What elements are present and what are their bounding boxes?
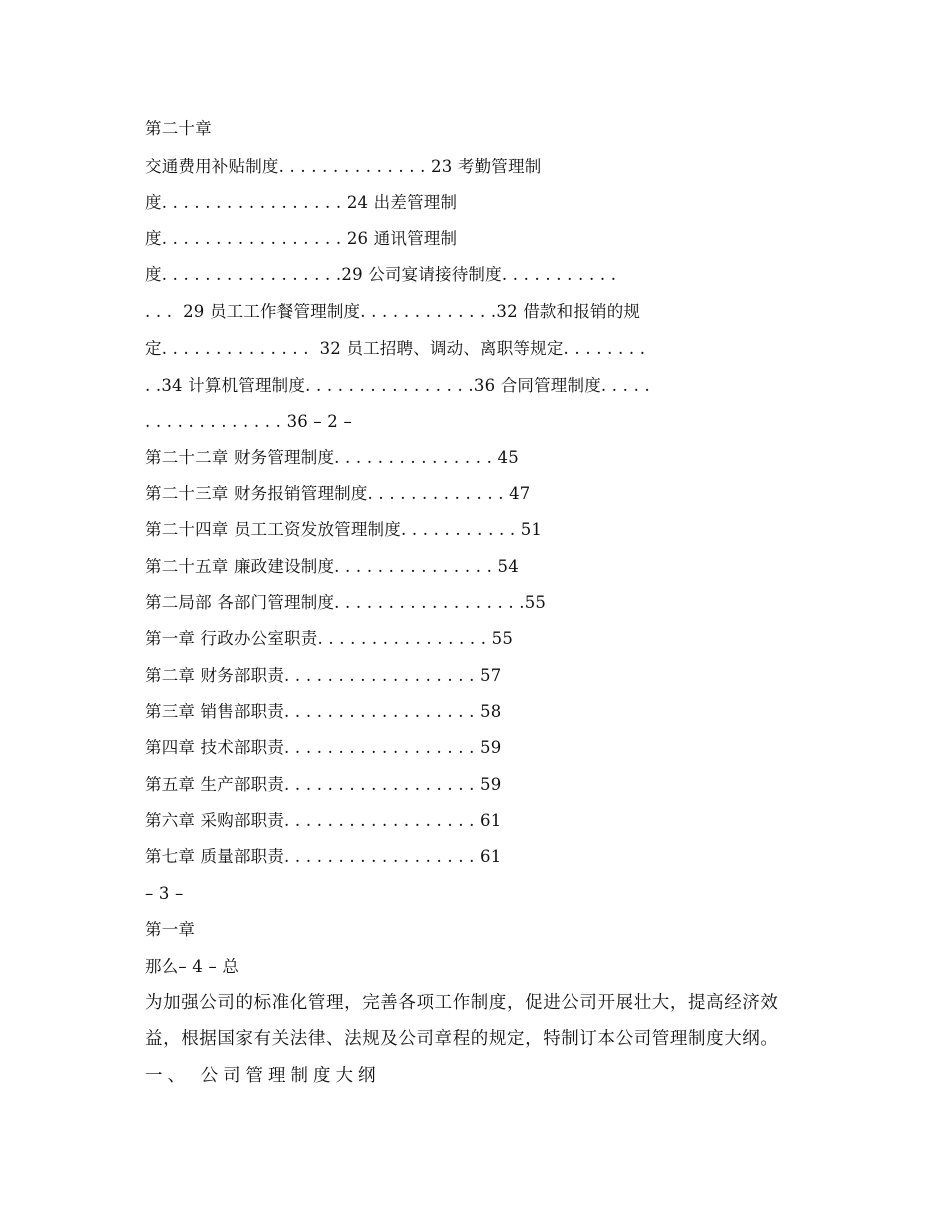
toc-line-production-dept: 第五章 生产部职责. . . . . . . . . . . . . . . . . . 59 (145, 775, 502, 794)
toc-line-finance-dept: 第二章 财务部职责. . . . . . . . . . . . . . . . . . 57 (145, 666, 502, 685)
toc-line-chapter-23: 第二十三章 财务报销管理制度. . . . . . . . . . . . . 47 (145, 484, 531, 503)
body-paragraph-line-2: 益，根据国家有关法律、法规及公司章程的规定，特制订本公司管理制度大纲。 (145, 1029, 779, 1049)
toc-line-attendance: 度. . . . . . . . . . . . . . . . . 24 出差管理制 (145, 193, 458, 212)
toc-line-quality-dept: 第七章 质量部职责. . . . . . . . . . . . . . . . . . 61 (145, 847, 502, 866)
toc-line-chapter-24: 第二十四章 员工工资发放管理制度. . . . . . . . . . . 51 (145, 520, 543, 539)
chapter-1-heading: 第一章 (145, 920, 196, 939)
section-heading-outline: 一、 公司管理制度大纲 (145, 1066, 381, 1086)
toc-line-tech-dept: 第四章 技术部职责. . . . . . . . . . . . . . . . . . 59 (145, 738, 502, 757)
body-paragraph-line-1: 为加强公司的标准化管理，完善各项工作制度，促进公司开展壮大，提高经济效 (145, 993, 779, 1013)
toc-line-contract-page-2: . . . . . . . . . . . . . 36 – 2 – (145, 412, 352, 431)
toc-line-sales-dept: 第三章 销售部职责. . . . . . . . . . . . . . . . . . 58 (145, 702, 502, 721)
toc-line-loans-reimbursement: 定. . . . . . . . . . . . . . 32 员工招聘、调动、离职等规定. . . . . . . . (145, 339, 646, 358)
toc-line-communication: 度. . . . . . . . . . . . . . . . .29 公司宴请接待制度. . . . . . . . . . . (145, 265, 617, 284)
toc-line-business-trip: 度. . . . . . . . . . . . . . . . . 26 通讯管理制 (145, 229, 458, 248)
toc-line-admin-office: 第一章 行政办公室职责. . . . . . . . . . . . . . . . 55 (145, 629, 514, 648)
toc-line-staff-meals: . . . 29 员工工作餐管理制度. . . . . . . . . . . . .32 借款和报销的规 (145, 302, 641, 321)
page-number-4-line: 那么– 4 – 总 (145, 957, 240, 976)
toc-line-part-2: 第二局部 各部门管理制度. . . . . . . . . . . . . . . . . .55 (145, 593, 547, 612)
toc-line-transport-allowance: 交通费用补贴制度. . . . . . . . . . . . . . 23 考勤管理制 (145, 157, 542, 176)
toc-line-computer-management: . .34 计算机管理制度. . . . . . . . . . . . . . . .36 合同管理制度. . . . . (145, 376, 650, 395)
chapter-20-heading: 第二十章 (145, 119, 212, 138)
page-number-3: – 3 – (145, 884, 184, 903)
toc-line-purchasing-dept: 第六章 采购部职责. . . . . . . . . . . . . . . . . . 61 (145, 811, 502, 830)
toc-line-chapter-25: 第二十五章 廉政建设制度. . . . . . . . . . . . . . . 54 (145, 557, 519, 576)
toc-line-chapter-22: 第二十二章 财务管理制度. . . . . . . . . . . . . . . 45 (145, 448, 519, 467)
